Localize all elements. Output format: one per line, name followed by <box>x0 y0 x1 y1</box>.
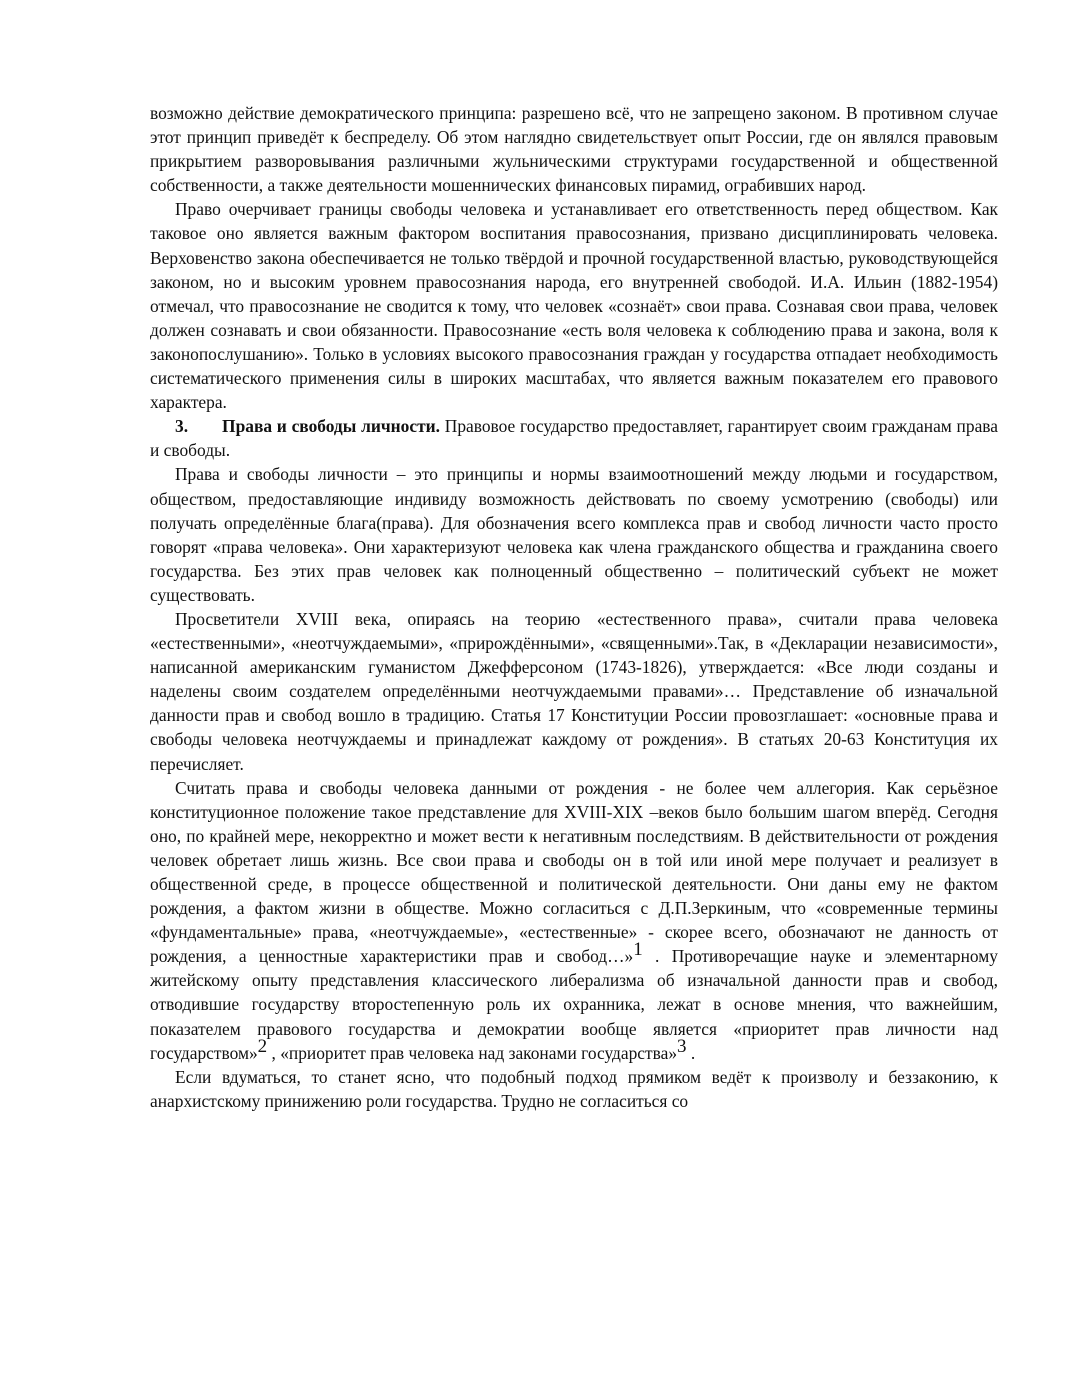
section-intro-text: Правовое государство предоставляет, гарантирует своим гражданам права и свободы. <box>150 416 998 461</box>
paragraph-conclusion: Если вдуматься, то станет ясно, что подобный подход прямиком ведёт к произволу и беззаконию, к анархистскому принижению роли государства. Трудно не согласиться со <box>150 1066 998 1111</box>
paragraph-law-boundaries: Право очерчивает границы свободы человека и устанавливает его ответственность перед обществом. Как таковое оно является важным фактором воспитания правосознания, призвано дисциплинировать человека. Верховенство закона обеспечивается не только твёрдой и прочной государственной властью, руководствующейся законом, но и высоким уровнем правосознания народа, его внутренней свободой. И.А. Ильин (1882-1954) отмечал, что правосознание не сводится к тому, что человек «сознаёт» свои права. Сознавая свои права, человек должен сознавать и свои обязанности. Правосознание «есть воля человека к соблюдению права и закона, воля к законопослушанию». Только в условиях высокого правосознания граждан у государства отпадает необходимость систематического применения силы в широких масштабах, что является важным показателем его правового характера. <box>150 199 998 413</box>
paragraph-allegory-part-c: , «приоритет прав человека над законами государства» <box>267 1042 678 1063</box>
document-page <box>150 101 998 1113</box>
paragraph-rights-definition: Права и свободы личности – это принципы и нормы взаимоотношений между людьми и государством, обществом, предоставляющие индивиду возможность действовать по своему усмотрению (свободы) или получать определённые блага(права). Для обозначения всего комплекса прав и свобод личности часто просто говорят «права человека». Они характеризуют человека как члена гражданского общества и гражданина своего государства. Без этих прав человек как полноценный общественно – политический субъект не может существовать. <box>150 464 998 605</box>
paragraph-enlightenment: Просветители XVIII века, опираясь на теорию «естественного права», считали права человека «естественными», «неотчуждаемыми», «прирождёнными», «священными».Так, в «Декларации независимости», написанной американским гуманистом Джефферсоном (1743-1826), утверждается: «Все люди созданы и наделены своим создателем определёнными неотчуждаемыми правами»… Представление об изначальной данности прав и свобод вошло в традицию. Статья 17 Конституции России провозглашает: «основные права и свободы человека неотчуждаемы и принадлежат каждому от рождения». В статьях 20-63 Конституция их перечисляет. <box>150 608 998 774</box>
section-heading-paragraph <box>150 414 998 462</box>
paragraph-continuation: возможно действие демократического принципа: разрешено всё, что не запрещено законом. В противном случае этот принцип приведёт к беспределу. Об этом наглядно свидетельствует опыт России, где он являлся правовым прикрытием разворовывания различными жульническими структурами государственной и общественной собственности, а также деятельности мошеннических финансовых пирамид, ограбивших народ. <box>150 103 998 196</box>
footnote-ref-2[interactable]: 2 <box>257 1035 268 1057</box>
section-number: 3. <box>175 416 189 437</box>
footnote-ref-3[interactable]: 3 <box>677 1035 687 1057</box>
footnote-ref-1[interactable]: 1 <box>633 939 643 961</box>
section-title: Права и свободы личности. <box>222 416 440 437</box>
paragraph-allegory-part-d: . <box>686 1042 696 1063</box>
paragraph-allegory <box>150 776 998 1065</box>
paragraph-allegory-part-b: . Противоречащие науке и элементарному житейскому опыту представления классического либерализма об изначальной данности прав и свобод, отводившие государству второстепенную роль их охранника, лежат в основе мнения, что важнейшим, показателем правового государства и демократии вообще является «приоритет прав личности над государством» <box>150 946 998 1063</box>
paragraph-allegory-part-a: Считать права и свободы человека данными от рождения - не более чем аллегория. Как серьёзное конституционное положение такое представление для XVIII-XIX –веков было большим шагом вперёд. Сегодня оно, по крайней мере, некорректно и может вести к негативным последствиям. В действительности от рождения человек обретает лишь жизнь. Все свои права и свободы он в той или иной мере получает и реализует в общественной среде, в процессе общественной и политической деятельности. Они даны ему не фактом рождения, а фактом жизни в обществе. Можно согласиться с Д.П.Зеркиным, что «современные термины «фундаментальные» права, «неотчуждаемые», «естественные» - скорее всего, обозначают не данность от рождения, а ценностные характеристики прав и свобод…» <box>150 777 998 967</box>
